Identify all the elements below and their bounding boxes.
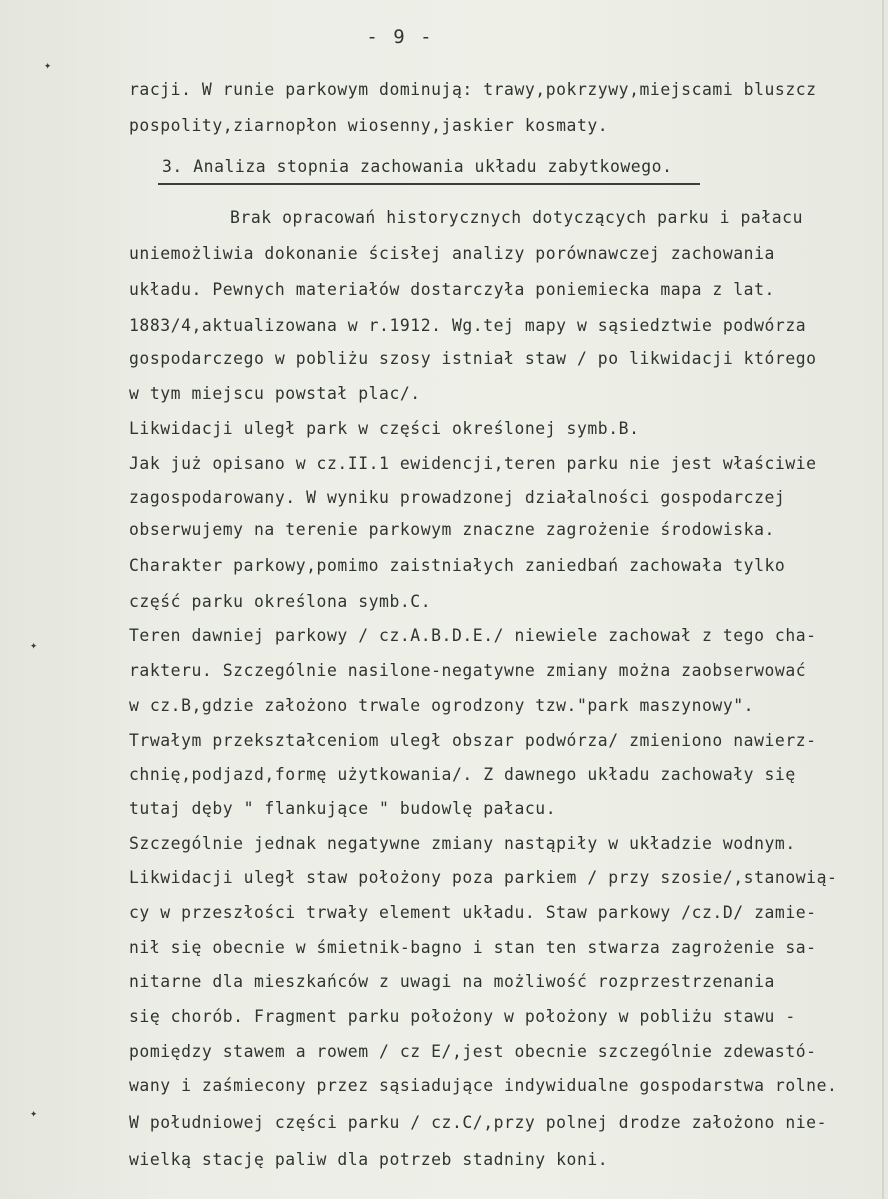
- text-line: część parku określona symb.C.: [129, 592, 432, 611]
- text-line: racji. W runie parkowym dominują: trawy,pokrzywy,miejscami bluszcz: [129, 80, 817, 99]
- text-line: pospolity,ziarnopłon wiosenny,jaskier kosmaty.: [129, 116, 609, 135]
- text-line: Teren dawniej parkowy / cz.A.B.D.E./ niewiele zachował z tego cha-: [129, 626, 817, 645]
- page-number: - 9 -: [366, 26, 434, 48]
- text-line: w tym miejscu powstał plac/.: [129, 384, 421, 403]
- text-line: Charakter parkowy,pomimo zaistniałych zaniedbań zachowała tylko: [129, 556, 786, 575]
- text-line: Trwałym przekształceniom uległ obszar podwórza/ zmieniono nawierz-: [129, 731, 817, 750]
- text-line: Brak opracowań historycznych dotyczących parku i pałacu: [230, 208, 803, 227]
- text-line: się chorób. Fragment parku położony w położony w pobliżu stawu -: [129, 1007, 796, 1026]
- text-line: obserwujemy na terenie parkowym znaczne zagrożenie środowiska.: [129, 520, 775, 539]
- text-line: W południowej części parku / cz.C/,przy polnej drodze założono nie-: [129, 1113, 828, 1132]
- section-heading: 3. Analiza stopnia zachowania układu zabytkowego.: [162, 157, 673, 176]
- text-line: wielką stację paliw dla potrzeb stadniny koni.: [129, 1150, 609, 1169]
- page-edge: [882, 0, 884, 1199]
- text-line: 1883/4,aktualizowana w r.1912. Wg.tej mapy w sąsiedztwie podwórza: [129, 316, 807, 335]
- text-line: chnię,podjazd,formę użytkowania/. Z dawnego układu zachowały się: [129, 765, 796, 784]
- text-line: wany i zaśmiecony przez sąsiadujące indywidualne gospodarstwa rolne.: [129, 1076, 838, 1095]
- text-line: Jak już opisano w cz.II.1 ewidencji,teren parku nie jest właściwie: [129, 454, 817, 473]
- text-line: Likwidacji uległ park w części określonej symb.B.: [129, 419, 640, 438]
- text-line: nitarne dla mieszkańców z uwagi na możliwość rozprzestrzenania: [129, 972, 775, 991]
- text-line: tutaj dęby " flankujące " budowlę pałacu.: [129, 799, 557, 818]
- text-line: gospodarczego w pobliżu szosy istniał staw / po likwidacji którego: [129, 349, 817, 368]
- margin-mark: ✦: [30, 1106, 38, 1120]
- text-line: w cz.B,gdzie założono trwale ogrodzony tzw."park maszynowy".: [129, 696, 755, 715]
- text-line: cy w przeszłości trwały element układu. Staw parkowy /cz.D/ zamie-: [129, 903, 817, 922]
- text-line: układu. Pewnych materiałów dostarczyła poniemiecka mapa z lat.: [129, 280, 775, 299]
- margin-mark: ✦: [44, 58, 52, 72]
- margin-mark: ✦: [30, 638, 38, 652]
- text-line: Likwidacji uległ staw położony poza parkiem / przy szosie/,stanowią-: [129, 868, 838, 887]
- text-line: Szczególnie jednak negatywne zmiany nastąpiły w układzie wodnym.: [129, 834, 796, 853]
- text-line: uniemożliwia dokonanie ścisłej analizy porównawczej zachowania: [129, 244, 775, 263]
- text-line: pomiędzy stawem a rowem / cz E/,jest obecnie szczególnie zdewastó-: [129, 1042, 817, 1061]
- text-line: rakteru. Szczególnie nasilone-negatywne zmiany można zaobserwować: [129, 661, 807, 680]
- text-line: nił się obecnie w śmietnik-bagno i stan ten stwarza zagrożenie sa-: [129, 938, 817, 957]
- text-line: zagospodarowany. W wyniku prowadzonej działalności gospodarczej: [129, 488, 786, 507]
- heading-underline: [158, 183, 700, 185]
